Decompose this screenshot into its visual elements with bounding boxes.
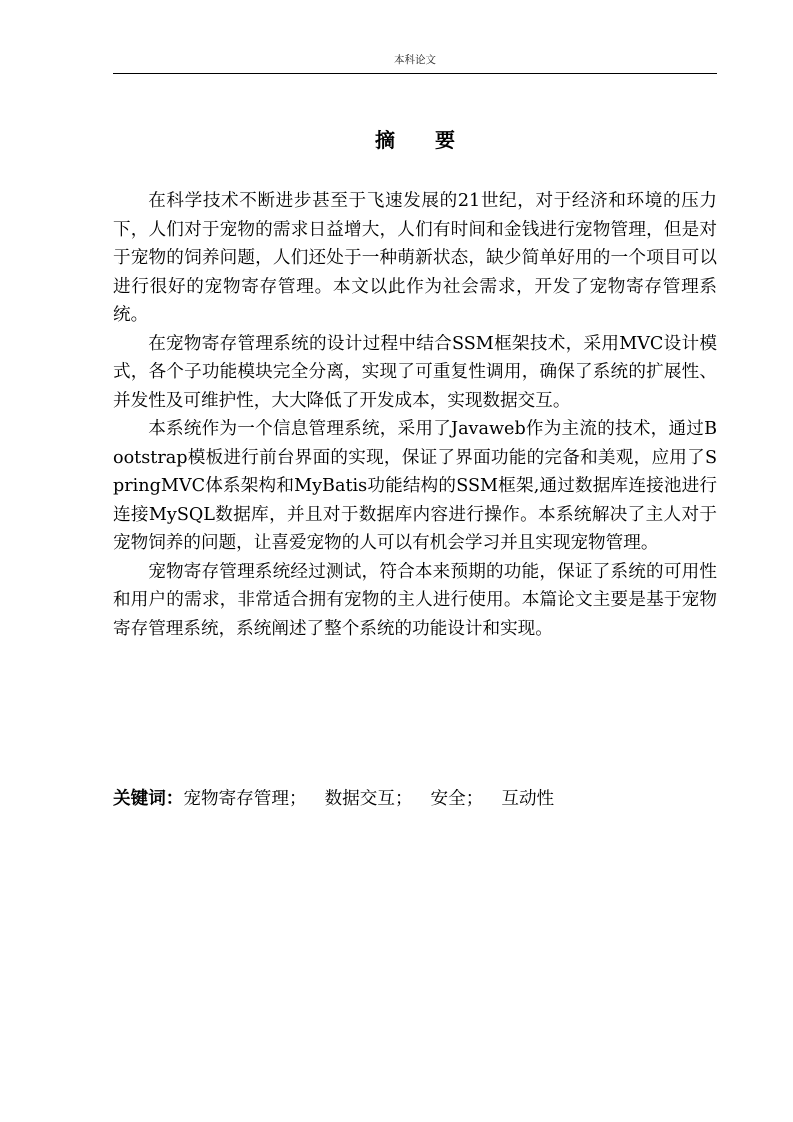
keywords-label: 关键词： bbox=[113, 789, 184, 809]
running-header: 本科论文 bbox=[394, 54, 436, 66]
abstract-title: 摘要 bbox=[375, 128, 495, 152]
keyword-item: 数据交互； bbox=[324, 789, 413, 809]
abstract-paragraph-2: 在宠物寄存管理系统的设计过程中结合SSM框架技术，采用MVC设计模式，各个子功能模块完全分离，实现了可重复性调用，确保了系统的扩展性、并发性及可维护性，大大降低了开发成本，实现数据交互。 bbox=[113, 333, 717, 411]
abstract-paragraph-3: 本系统作为一个信息管理系统，采用了Javaweb作为主流的技术，通过Bootstrap模板进行前台界面的实现，保证了界面功能的完备和美观，应用了SpringMVC体系架构和MyBatis功能结构的SSM框架,通过数据库连接池进行连接MySQL数据库，并且对于数据库内容进行操作。本系统解决了主人对于宠物饲养的问题，让喜爱宠物的人可以有机会学习并且实现宠物管理。 bbox=[113, 419, 717, 553]
keyword-item: 宠物寄存管理； bbox=[183, 789, 307, 809]
abstract-paragraph-4: 宠物寄存管理系统经过测试，符合本来预期的功能，保证了系统的可用性和用户的需求，非常适合拥有宠物的主人进行使用。本篇论文主要是基于宠物寄存管理系统，系统阐述了整个系统的功能设计和实现。 bbox=[113, 561, 717, 639]
keywords-line bbox=[113, 785, 717, 813]
keyword-item: 安全； bbox=[430, 789, 484, 809]
header-rule bbox=[113, 73, 717, 74]
abstract-body bbox=[113, 187, 717, 643]
keyword-item: 互动性 bbox=[501, 789, 555, 809]
abstract-paragraph-1: 在科学技术不断进步甚至于飞速发展的21世纪，对于经济和环境的压力下，人们对于宠物的需求日益增大，人们有时间和金钱进行宠物管理，但是对于宠物的饲养问题，人们还处于一种萌新状态，缺少简单好用的一个项目可以进行很好的宠物寄存管理。本文以此作为社会需求，开发了宠物寄存管理系统。 bbox=[113, 191, 717, 325]
